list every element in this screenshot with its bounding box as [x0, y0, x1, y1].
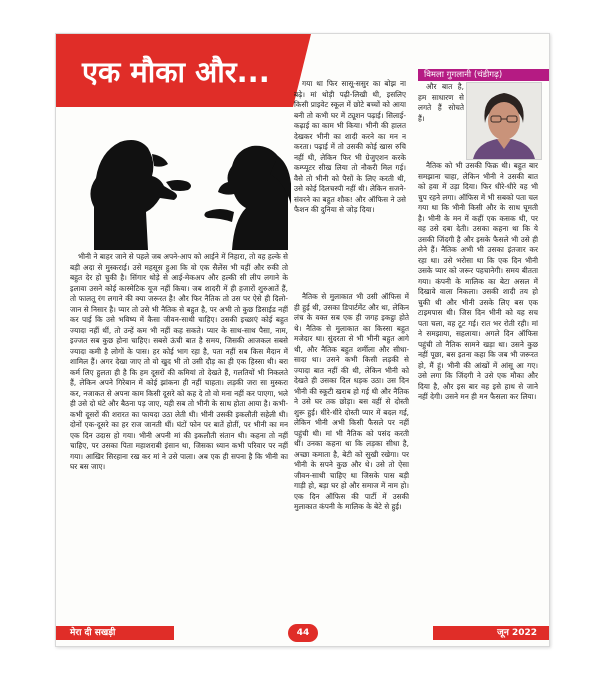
body-column-1	[70, 252, 288, 597]
body-paragraph: भीनी ने बाहर जाने से पहले जब अपने-आप को आईने में निहारा, तो वह हल्के से बड़ी अदा से मुस्कराई। उसे महसूस हुआ कि वो एक सैलेंस भी यहीं और रुकी तो बहुत देर हो चुकी है। सिंगार थोड़े से आई-मेकअप और हल्की सी लीप लगाने के इलावा उसने कोई कास्मेटिक यूज नहीं किया। जब शादरी में ही हजारों शुरुआतें हैं, तो फालतू रंग लगाने की क्या जरूरत है! और फिर नैतिक तो उस पर ऐसे ही दिलो-जान से निसार है। प्यार तो उसे भी नैतिक से बहुत है, पर अभी तो कुछ डिसाईड नहीं कर पाई कि उसे भविष्य में कैसा जीवन-साथी चाहिए। उसकी इच्छाएं कोई बहुत ज्यादा नहीं थीं, तो उन्हें कम भी नहीं कह सकते। प्यार के साथ-साथ पैसा, नाम, इज्जत सब कुछ होना चाहिए। सबसे ऊंची बात है समय, जिसकी आजकल सबसे ज्यादा कमी है लोगों के पास। हर कोई भाग रहा है, पता नहीं सब किस मैदान में शामिल हैं। अगर देखा जाए तो वो खुद भी तो उसी दौड़ का ही एक हिस्सा थी। बरा कर्म लिए हुलता ही है कि हम दूसरों की कमियां तो देखते हैं, गलतियों भी निकलते हैं, लेकिन अपने गिरेबान में कोई झांकना ही नहीं चाहता। लड़की जरा सा मुस्करा कर, नजाकत से अपना काम किसी दूसरे को कह दे तो वो मना नहीं कर पाएगा, भले ही उसे दो घंटे और बैठना पड़ जाए, यही सब तो भीनी के साथ होता आया है। कभी-कभी दूसरों की शरारत का फायदा उठा लेती थी। भीनी उसकी इकलौती सहेली थी। दोनों एक-दूसरे का हर राज जानती थीं। घंटों फोन पर बातें होतीं, पर भीनी का मन एक दिन उदास हो गया। भीनी अपनी मां की इकलौती संतान थी। कहना तो नहीं चाहिए, पर उसका पिता महाशराबी इंसान था, जिसका ध्यान कभी परिवार पर नहीं गया। आखिर सिरहाना रख कर मां ने उसे पाला। अब एक ही सपना है कि भीनी का घर बस जाए।	[70, 252, 288, 471]
body-paragraph: नैतिक से मुलाकात भी उसी ऑफिस में ही हुई थी, उसका डिपार्टमेंट और था, लेकिन लंच के वक्त सब एक ही जगह इकट्ठा होते थे। नैतिक से मुलाकात का किस्सा बहुत मजेदार था। सुंदरता से भी भीनी बहुत आगे थी, और नैतिक बहुत शर्मीला और सीधा-सादा था। उसने कभी किसी लड़की से ज्यादा बात नहीं की थी, लेकिन भीनी को देखते ही उसका दिल धड़क उठा। उस दिन भीनी की स्कूटी खराब हो गई थी और नैतिक ने उसे घर तक छोड़ा। बस वहीं से दोस्ती शुरू हुई। धीरे-धीरे दोस्ती प्यार में बदल गई, लेकिन भीनी अभी किसी फैसले पर नहीं पहुंची थी। मां भी नैतिक को पसंद करती थीं। उनका कहना था कि लड़का सीधा है, अच्छा कमाता है, बेटी को सुखी रखेगा। पर भीनी के सपने कुछ और थे। उसे तो ऐसा जीवन-साथी चाहिए था जिसके पास बड़ी गाड़ी हो, बड़ा घर हो और समाज में नाम हो। एक दिन ऑफिस की पार्टी में उसकी मुलाकात कंपनी के मालिक के बेटे से हुई।	[294, 292, 409, 511]
body-paragraph: गया था फिर सासू-ससुर का बोझ ना बढ़े। मां थोड़ी पढ़ी-लिखी थी, इसलिए किसी प्राइवेट स्कूल में छोटे बच्चों को आया बनी तो कभी घर में ट्यूशन पढ़ाई। सिलाई-कढ़ाई का काम भी किया। भीनी की हालत देखकर भीनी का शादी करने का मन न करता। पढ़ाई में तो उसकी कोई खास रुचि नहीं थी, लेकिन फिर भी ग्रेजुएशन करके कम्प्यूटर सीख लिया तो नौकरी मिल गई। वैसे तो भीनी को पैसों के लिए करती थी, उसे कोई दिलचस्पी नहीं थी। लेकिन सजने-संवरने का बहुत शौक! और ऑफिस ने उसे फैशन की दुनिया से जोड़ दिया।	[294, 79, 406, 214]
magazine-page	[55, 33, 550, 647]
page-number: 44	[288, 624, 318, 642]
title-banner	[56, 34, 293, 107]
article-title: एक मौका और...	[82, 55, 270, 89]
couple-argument-illustration	[56, 112, 291, 250]
page-footer	[56, 620, 549, 646]
body-column-3	[418, 161, 538, 597]
author-byline: विमला गुगलानी (चंडीगढ़)	[418, 69, 549, 81]
body-paragraph: नैतिक को भी उसकी फिक्र थी। बहुत बार समझाना चाहा, लेकिन भीनी ने उसकी बात को हवा में उड़ा दिया। फिर धीरे-धीरे वह भी चुप रहने लगा। ऑफिस में भी सबको पता चल गया था कि भीनी किसी और के साथ घूमती है। भीनी के मन में कहीं एक कसक थी, पर वह उसे दबा देती। उसका कहना था कि ये उसकी जिंदगी है और इसके फैसले भी उसे ही लेने हैं। नैतिक अभी भी उसका इंतजार कर रहा था। उसे भरोसा था कि एक दिन भीनी उसके प्यार को जरूर पहचानेगी। समय बीतता गया। कंपनी के मालिक का बेटा असल में दिखावे वाला निकला। उसकी शादी तय हो चुकी थी और भीनी उसके लिए बस एक टाइमपास थी। जिस दिन भीनी को यह सच पता चला, वह टूट गई। रात भर रोती रही। मां ने समझाया, सहलाया। अगले दिन ऑफिस पहुंची तो नैतिक सामने खड़ा था। उसने कुछ नहीं पूछा, बस इतना कहा कि जब भी जरूरत हो, मैं हूं। भीनी की आंखों में आंसू आ गए। उसे लगा कि जिंदगी ने उसे एक मौका और दिया है, और इस बार वह इसे हाथ से जाने नहीं देगी। उसने मन ही मन फैसला कर लिया।	[418, 161, 538, 401]
author-photo	[466, 82, 542, 160]
magazine-name: मेरा दी सखड़ी	[56, 626, 174, 640]
body-column-2-top	[294, 79, 406, 286]
issue-date: जून 2022	[433, 626, 549, 640]
body-paragraph: और बात है, हम साधारण से लगते हैं सोचते हैं।	[418, 82, 464, 123]
body-column-2	[294, 292, 409, 597]
